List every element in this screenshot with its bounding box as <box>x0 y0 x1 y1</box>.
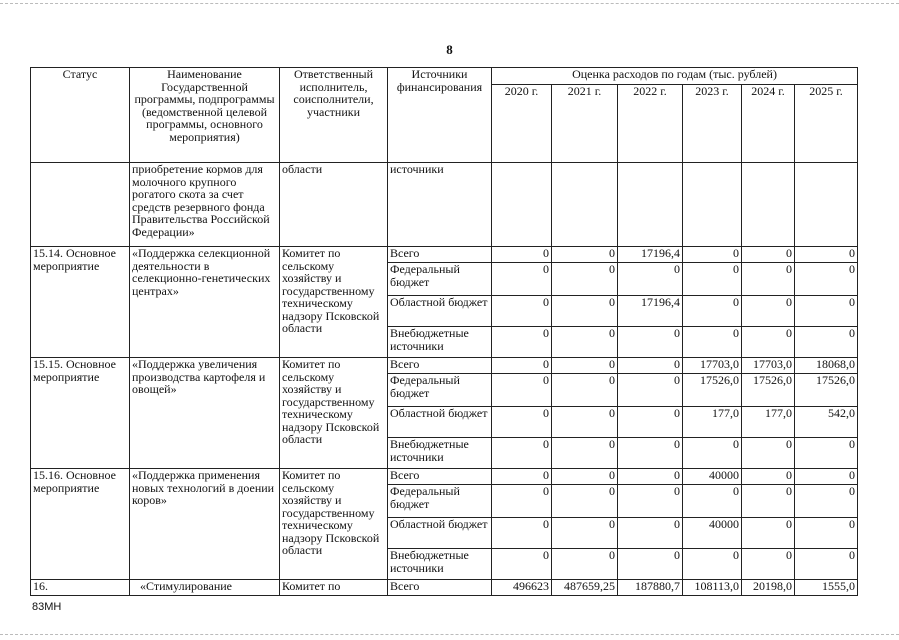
value-cell: 177,0 <box>683 407 742 438</box>
value-cell: 0 <box>552 374 618 407</box>
value-cell: 0 <box>618 263 683 296</box>
value-cell: 0 <box>552 247 618 263</box>
responsible-cell: Комитет по сельскому хозяйству и государственному техническому надзору Псковской области <box>280 469 388 580</box>
value-cell: 542,0 <box>795 407 858 438</box>
page-number: 8 <box>446 42 453 57</box>
value-cell: 0 <box>683 327 742 358</box>
source-cell: Всего <box>388 247 492 263</box>
value-cell: 0 <box>552 438 618 469</box>
value-cell: 0 <box>683 438 742 469</box>
value-cell: 0 <box>618 358 683 374</box>
value-cell: 0 <box>492 549 552 580</box>
value-cell: 0 <box>683 549 742 580</box>
measure-name-cell: «Стимулирование <box>130 580 280 596</box>
value-cell: 40000 <box>683 518 742 549</box>
header-responsible: Ответственный исполнитель, соисполнители, участники <box>280 68 388 163</box>
value-cell: 0 <box>742 327 795 358</box>
value-cell: 108113,0 <box>683 580 742 596</box>
financing-row <box>31 469 858 485</box>
value-cell: 0 <box>552 407 618 438</box>
value-cell: 0 <box>492 263 552 296</box>
value-cell: 0 <box>618 374 683 407</box>
source-cell: Всего <box>388 580 492 596</box>
source-cell: Всего <box>388 469 492 485</box>
value-cell: 0 <box>492 327 552 358</box>
source-cell: источники <box>388 163 492 247</box>
financing-row <box>31 358 858 374</box>
source-cell: Внебюджетные источники <box>388 327 492 358</box>
scan-edge-bottom <box>0 634 899 635</box>
value-cell <box>618 163 683 247</box>
value-cell: 0 <box>552 263 618 296</box>
measure-name-cell: «Поддержка применения новых технологий в доении коров» <box>130 469 280 580</box>
value-cell: 17196,4 <box>618 296 683 327</box>
value-cell: 0 <box>552 549 618 580</box>
last-row <box>31 580 858 596</box>
header-year: 2025 г. <box>795 85 858 163</box>
value-cell: 0 <box>618 549 683 580</box>
value-cell: 0 <box>742 438 795 469</box>
value-cell: 40000 <box>683 469 742 485</box>
status-cell: 15.14. Основное мероприятие <box>31 247 130 358</box>
value-cell: 0 <box>618 518 683 549</box>
value-cell <box>492 163 552 247</box>
header-name: Наименование Государственной программы, подпрограммы (ведомственной целевой программы, основного мероприятия) <box>130 68 280 163</box>
value-cell: 0 <box>795 263 858 296</box>
responsible-cell: области <box>280 163 388 247</box>
value-cell: 487659,25 <box>552 580 618 596</box>
responsible-cell: Комитет по <box>280 580 388 596</box>
status-cell: 15.15. Основное мероприятие <box>31 358 130 469</box>
measure-name-cell: «Поддержка увеличения производства картофеля и овощей» <box>130 358 280 469</box>
value-cell: 496623 <box>492 580 552 596</box>
value-cell: 0 <box>492 358 552 374</box>
budget-table <box>30 67 858 596</box>
status-cell: 15.16. Основное мероприятие <box>31 469 130 580</box>
value-cell: 0 <box>492 469 552 485</box>
value-cell: 20198,0 <box>742 580 795 596</box>
status-cell <box>31 163 130 247</box>
value-cell: 0 <box>795 247 858 263</box>
value-cell <box>683 163 742 247</box>
value-cell: 0 <box>492 485 552 518</box>
value-cell: 0 <box>492 374 552 407</box>
value-cell <box>742 163 795 247</box>
header-costs: Оценка расходов по годам (тыс. рублей) <box>492 68 858 85</box>
value-cell: 0 <box>742 469 795 485</box>
value-cell: 0 <box>492 247 552 263</box>
scan-edge-top <box>0 3 899 4</box>
value-cell: 0 <box>742 485 795 518</box>
value-cell: 0 <box>618 469 683 485</box>
value-cell: 0 <box>795 469 858 485</box>
value-cell: 0 <box>618 327 683 358</box>
value-cell: 0 <box>742 549 795 580</box>
value-cell: 0 <box>742 247 795 263</box>
header-status: Статус <box>31 68 130 163</box>
financing-row <box>31 247 858 263</box>
source-cell: Областной бюджет <box>388 518 492 549</box>
value-cell: 0 <box>795 327 858 358</box>
measure-name-cell: «Поддержка селекционной деятельности в селекционно-генетических центрах» <box>130 247 280 358</box>
value-cell: 0 <box>795 549 858 580</box>
value-cell: 0 <box>795 438 858 469</box>
source-cell: Федеральный бюджет <box>388 263 492 296</box>
value-cell: 18068,0 <box>795 358 858 374</box>
value-cell: 187880,7 <box>618 580 683 596</box>
value-cell: 17703,0 <box>742 358 795 374</box>
header-year: 2020 г. <box>492 85 552 163</box>
value-cell: 0 <box>552 485 618 518</box>
value-cell: 0 <box>742 263 795 296</box>
header-year: 2022 г. <box>618 85 683 163</box>
value-cell: 0 <box>552 327 618 358</box>
source-cell: Внебюджетные источники <box>388 438 492 469</box>
value-cell: 0 <box>492 438 552 469</box>
value-cell: 17526,0 <box>795 374 858 407</box>
responsible-cell: Комитет по сельскому хозяйству и государственному техническому надзору Псковской области <box>280 358 388 469</box>
measures-body <box>31 247 858 580</box>
status-cell: 16. <box>31 580 130 596</box>
value-cell: 177,0 <box>742 407 795 438</box>
value-cell: 0 <box>552 469 618 485</box>
source-cell: Областной бюджет <box>388 407 492 438</box>
value-cell: 0 <box>552 518 618 549</box>
value-cell: 17703,0 <box>683 358 742 374</box>
value-cell: 0 <box>795 296 858 327</box>
value-cell: 0 <box>492 407 552 438</box>
value-cell: 0 <box>683 485 742 518</box>
footer-code: 83МН <box>32 601 62 613</box>
value-cell: 0 <box>683 263 742 296</box>
value-cell: 0 <box>795 485 858 518</box>
value-cell: 0 <box>492 518 552 549</box>
value-cell: 17196,4 <box>618 247 683 263</box>
measure-name-cell: приобретение кормов для молочного крупного рогатого скота за счет средств резервного фонда Правительства Российской Федерации» <box>130 163 280 247</box>
value-cell: 0 <box>742 518 795 549</box>
value-cell: 17526,0 <box>742 374 795 407</box>
value-cell <box>552 163 618 247</box>
header-year: 2023 г. <box>683 85 742 163</box>
value-cell <box>795 163 858 247</box>
value-cell: 0 <box>618 438 683 469</box>
responsible-cell: Комитет по сельскому хозяйству и государственному техническому надзору Псковской области <box>280 247 388 358</box>
value-cell: 0 <box>618 407 683 438</box>
value-cell: 0 <box>742 296 795 327</box>
source-cell: Федеральный бюджет <box>388 485 492 518</box>
header-year: 2024 г. <box>742 85 795 163</box>
value-cell: 0 <box>683 247 742 263</box>
value-cell: 0 <box>795 518 858 549</box>
value-cell: 0 <box>492 296 552 327</box>
continuation-row <box>31 163 858 247</box>
source-cell: Внебюджетные источники <box>388 549 492 580</box>
source-cell: Федеральный бюджет <box>388 374 492 407</box>
value-cell: 0 <box>618 485 683 518</box>
value-cell: 0 <box>552 296 618 327</box>
value-cell: 1555,0 <box>795 580 858 596</box>
source-cell: Всего <box>388 358 492 374</box>
source-cell: Областной бюджет <box>388 296 492 327</box>
value-cell: 0 <box>552 358 618 374</box>
header-sources: Источники финансирования <box>388 68 492 163</box>
header-year: 2021 г. <box>552 85 618 163</box>
value-cell: 17526,0 <box>683 374 742 407</box>
value-cell: 0 <box>683 296 742 327</box>
